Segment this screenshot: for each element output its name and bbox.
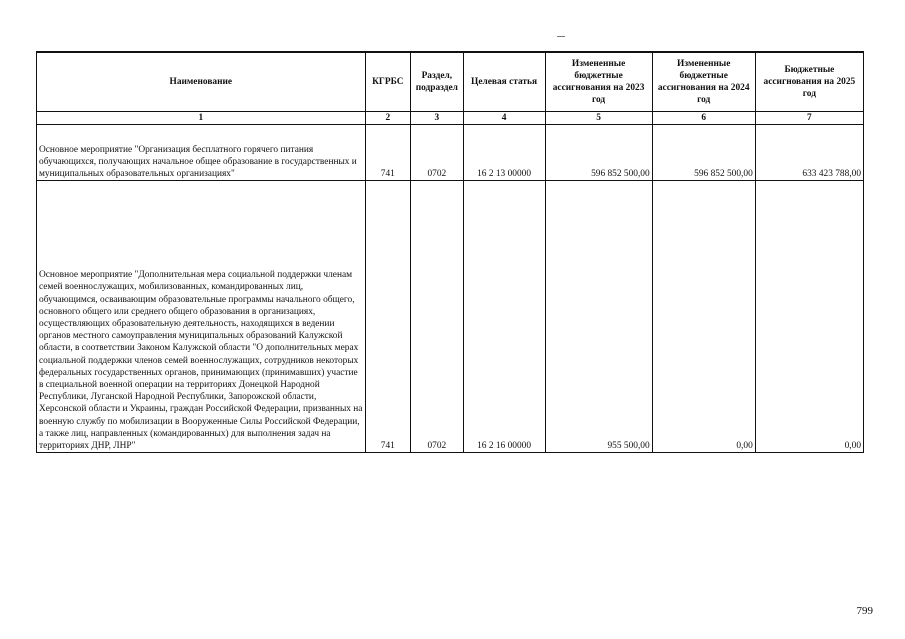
- table-row: [37, 181, 864, 453]
- page-number: 799: [856, 605, 873, 617]
- row-target: 16 2 13 00000: [463, 125, 545, 181]
- header-target: Целевая статья: [463, 52, 545, 112]
- header-row: [37, 52, 864, 112]
- row-name: Основное мероприятие "Дополнительная мера социальной поддержки членам семей военнослужащих, мобилизованных, командированных лиц, обучающимся, осваивающим образовательные программы начального общего, основного общего или среднего общего образования в организациях, осуществляющих образовательную деятельность, находящихся в ведении органов местного самоуправления муниципальных образований Калужской области, в соответствии Законом Калужской области "О дополнительных мерах социальной поддержки членов семей военнослужащих, сотрудников некоторых федеральных государственных органов, принимающих (принимавших) участие в специальной военной операции на территориях Донецкой Народной Республики, Луганской Народной Республики, Запорожской области, Херсонской области и Украины, граждан Российской Федерации, призванных на военную службу по мобилизации в Вооруженные Силы Российской Федерации, а также лиц, направленных (командированных) для выполнения задач на территориях ДНР, ЛНР": [37, 181, 366, 453]
- column-number: 6: [652, 112, 755, 125]
- row-target: 16 2 16 00000: [463, 181, 545, 453]
- table-row: [37, 125, 864, 181]
- column-number: 4: [463, 112, 545, 125]
- column-number: 5: [545, 112, 652, 125]
- column-number: 3: [411, 112, 464, 125]
- column-number: 7: [755, 112, 863, 125]
- row-kgrbs: 741: [365, 125, 410, 181]
- header-name: Наименование: [37, 52, 366, 112]
- row-2024: 0,00: [652, 181, 755, 453]
- row-2023: 955 500,00: [545, 181, 652, 453]
- header-2023: Измененные бюджетные ассигнования на 2023 год: [545, 52, 652, 112]
- budget-table: [36, 51, 864, 453]
- row-2025: 0,00: [755, 181, 863, 453]
- row-2024: 596 852 500,00: [652, 125, 755, 181]
- row-section: 0702: [411, 125, 464, 181]
- scan-mark: [557, 36, 565, 37]
- row-2025: 633 423 788,00: [755, 125, 863, 181]
- header-2025: Бюджетные ассигнования на 2025 год: [755, 52, 863, 112]
- row-2023: 596 852 500,00: [545, 125, 652, 181]
- header-section: Раздел, подраздел: [411, 52, 464, 112]
- header-kgrbs: КГРБС: [365, 52, 410, 112]
- row-section: 0702: [411, 181, 464, 453]
- row-kgrbs: 741: [365, 181, 410, 453]
- column-number: 2: [365, 112, 410, 125]
- column-number-row: [37, 112, 864, 125]
- row-name: Основное мероприятие "Организация бесплатного горячего питания обучающихся, получающих начальное общее образование в государственных и муниципальных образовательных организациях": [37, 125, 366, 181]
- column-number: 1: [37, 112, 366, 125]
- header-2024: Измененные бюджетные ассигнования на 2024 год: [652, 52, 755, 112]
